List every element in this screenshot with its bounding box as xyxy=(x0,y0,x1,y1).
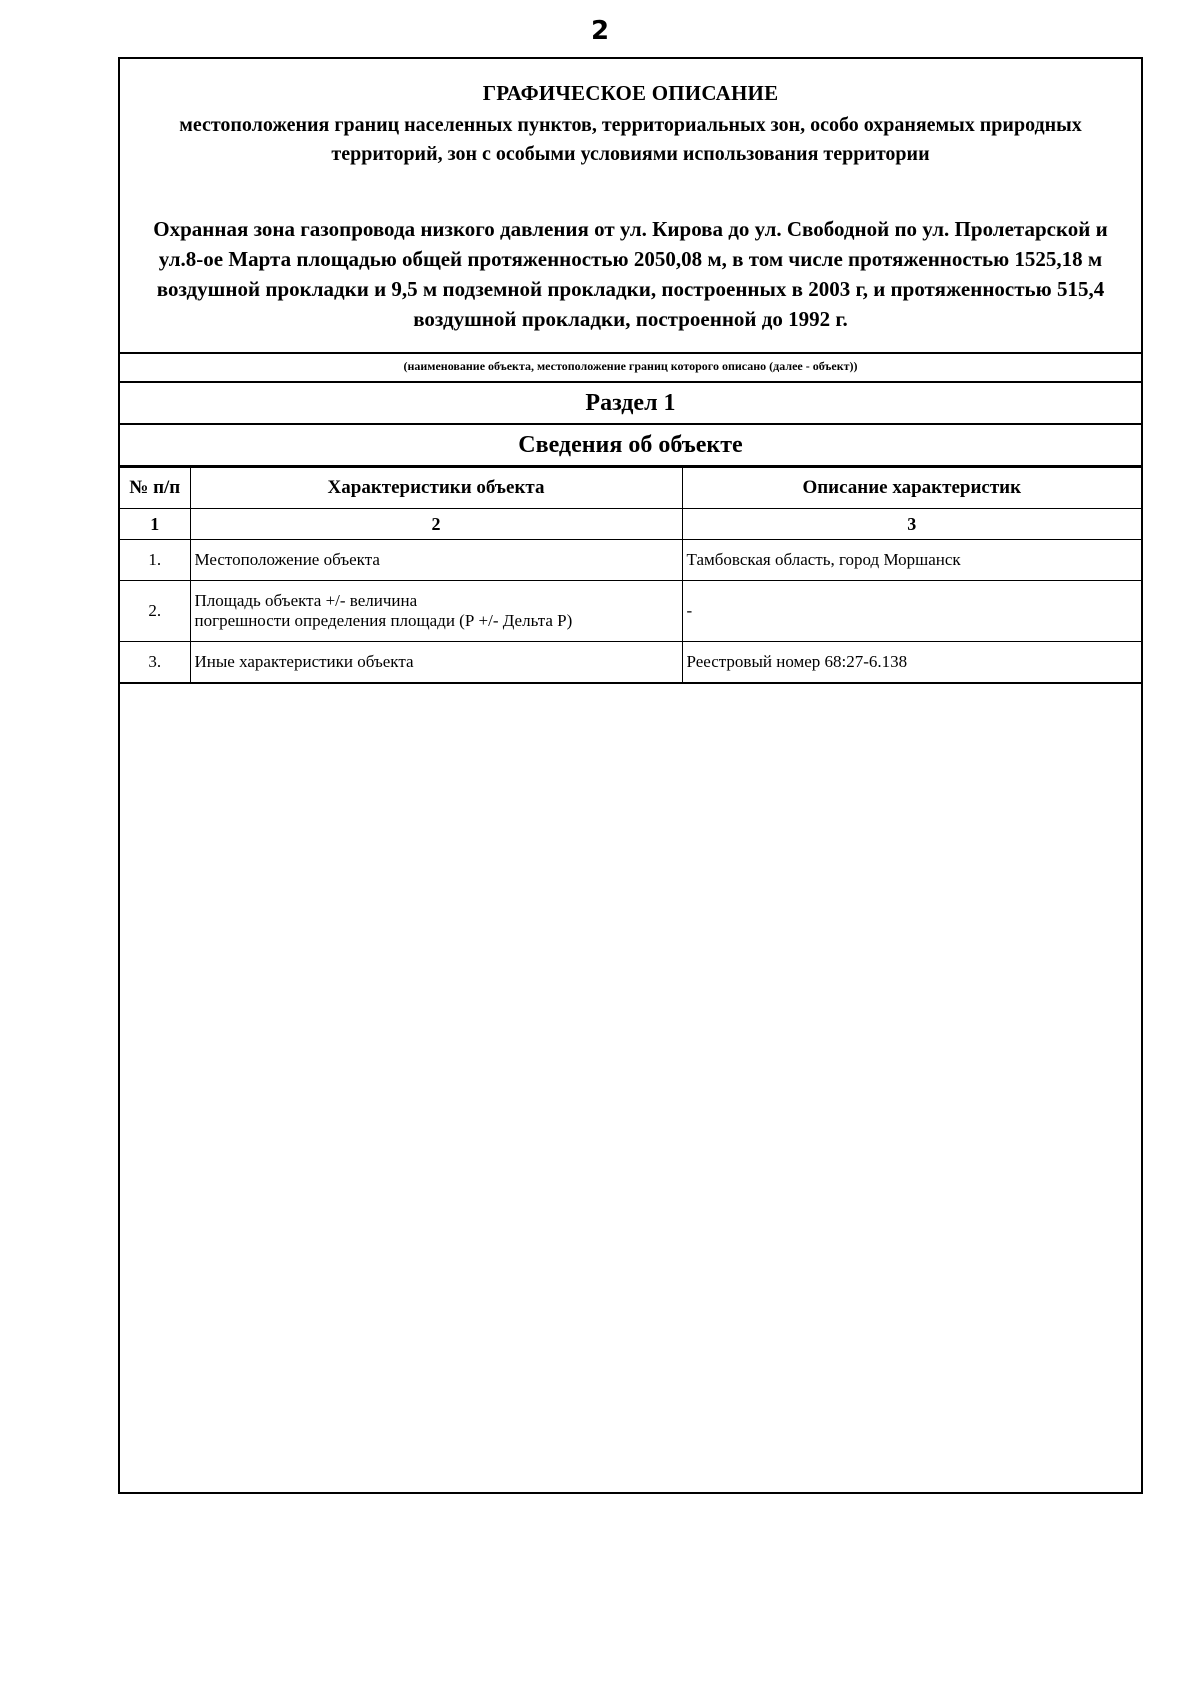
column-index-3: 3 xyxy=(682,509,1141,540)
table-row xyxy=(120,581,1141,642)
row-characteristic: Иные характеристики объекта xyxy=(190,642,682,684)
row-characteristic xyxy=(190,581,682,642)
object-name: Охранная зона газопровода низкого давления от ул. Кирова до ул. Свободной по ул. Пролетарской и ул.8-ое Марта площадью общей протяженностью 2050,08 м, в том числе протяженностью 1525,18 м воздушной прокладки и 9,5 м подземной прокладки, построенных в 2003 г, и протяженностью 515,4 воздушной прокладки, построенной до 1992 г. xyxy=(153,217,1108,331)
row-description: Тамбовская область, город Моршанск xyxy=(682,540,1141,581)
section-label: Раздел 1 xyxy=(120,383,1141,425)
section-heading: Сведения об объекте xyxy=(120,425,1141,467)
column-index-2: 2 xyxy=(190,509,682,540)
header-number: № п/п xyxy=(120,468,190,509)
column-index-1: 1 xyxy=(120,509,190,540)
row-characteristic-line2: погрешности определения площади (Р +/- Дельта Р) xyxy=(194,611,573,630)
row-characteristic-line1: Площадь объекта +/- величина xyxy=(194,591,418,610)
document-title: ГРАФИЧЕСКОЕ ОПИСАНИЕ xyxy=(482,81,779,105)
object-caption: (наименование объекта, местоположение границ которого описано (далее - объект)) xyxy=(120,352,1141,383)
row-number: 3. xyxy=(120,642,190,684)
row-number: 2. xyxy=(120,581,190,642)
row-description: Реестровый номер 68:27-6.138 xyxy=(682,642,1141,684)
table-header-row xyxy=(120,468,1141,509)
row-number: 1. xyxy=(120,540,190,581)
object-info-table xyxy=(120,467,1141,684)
header-characteristic: Характеристики объекта xyxy=(190,468,682,509)
header-description: Описание характеристик xyxy=(682,468,1141,509)
row-description: - xyxy=(682,581,1141,642)
table-row xyxy=(120,642,1141,684)
document-frame xyxy=(118,57,1143,1494)
table-column-index-row xyxy=(120,509,1141,540)
page-number: 2 xyxy=(590,16,610,46)
document-subtitle: местоположения границ населенных пунктов, территориальных зон, особо охраняемых природных территорий, зон с особыми условиями использования территории xyxy=(179,114,1082,165)
row-characteristic: Местоположение объекта xyxy=(190,540,682,581)
document-header xyxy=(120,59,1141,352)
table-row xyxy=(120,540,1141,581)
